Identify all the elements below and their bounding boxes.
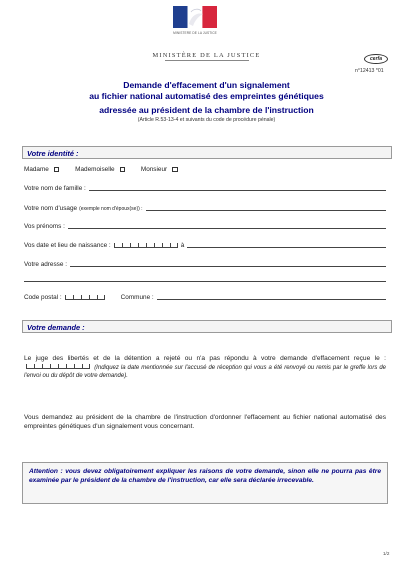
logo-caption: MINISTERE DE LA JUSTICE xyxy=(173,31,217,35)
title-line-2: au fichier national automatisé des empreintes génétiques xyxy=(89,91,324,101)
family-name-row xyxy=(24,183,386,192)
birth-label: Vos date et lieu de naissance : xyxy=(24,242,111,249)
commune-label: Commune : xyxy=(120,294,154,301)
usage-name-hint: (exemple nom d'époux(se)) : xyxy=(79,206,143,212)
cerfa-number: n°12413 *01 xyxy=(355,68,384,74)
address-label: Votre adresse : xyxy=(24,261,67,268)
warning-box xyxy=(22,462,388,504)
address-field[interactable] xyxy=(70,261,386,267)
page-number: 1/2 xyxy=(383,551,390,556)
title-subtitle: (Article R.53-13-4 et suivants du code de procédure pénale) xyxy=(137,117,276,123)
title-line-1: Demande d'effacement d'un signalement xyxy=(123,80,290,90)
identity-section-title: Votre identité : xyxy=(27,148,79,158)
ministry-name: MINISTÈRE DE LA JUSTICE xyxy=(152,52,261,59)
commune-field[interactable] xyxy=(157,294,386,300)
request-p1-note: (Indiquez la date mentionnée sur l'accusé de réception qui vous a été renvoyé ou remis par le greffe lors de l'envoi ou du dépôt de votre demande). xyxy=(24,364,386,380)
civility-row xyxy=(24,166,192,173)
mademoiselle-checkbox[interactable] xyxy=(120,167,126,173)
address-field-line-2[interactable] xyxy=(24,281,386,282)
usage-name-label: Votre nom d'usage xyxy=(24,205,78,212)
postal-code-field[interactable] xyxy=(65,295,105,300)
warning-text: Attention : vous devez obligatoirement expliquer les raisons de votre demande, sinon elle ne pourra pas être examinée par le président de la chambre de l'instruction, car elle sera déclarée irrecevable. xyxy=(29,468,381,484)
first-names-field[interactable] xyxy=(68,223,386,229)
request-paragraph-1 xyxy=(24,355,386,381)
madame-checkbox[interactable] xyxy=(54,167,60,173)
family-name-label: Votre nom de famille : xyxy=(24,185,86,192)
birth-date-field[interactable] xyxy=(114,243,178,248)
address-row xyxy=(24,259,386,268)
civility-mademoiselle xyxy=(75,166,125,173)
rejection-date-field[interactable] xyxy=(26,364,90,369)
civility-madame-label: Madame xyxy=(24,166,49,173)
civility-monsieur xyxy=(141,166,178,173)
family-name-field[interactable] xyxy=(89,185,386,191)
birth-place-at: à xyxy=(180,242,185,249)
cerfa-logo: cerfa xyxy=(364,54,388,64)
request-section-title: Votre demande : xyxy=(27,322,85,332)
monsieur-checkbox[interactable] xyxy=(172,167,178,173)
first-names-label: Vos prénoms : xyxy=(24,223,65,230)
marianne-logo-icon xyxy=(173,6,217,28)
ministry-divider xyxy=(165,60,249,61)
request-section-header xyxy=(22,320,392,333)
civility-mademoiselle-label: Mademoiselle xyxy=(75,166,115,173)
identity-section-header xyxy=(22,146,392,159)
request-p2-text: Vous demandez au président de la chambre de l'instruction d'ordonner l'effacement au fichier national automatisé des empreintes génétiques d'un signalement vous concernant. xyxy=(24,414,386,430)
postal-code-label: Code postal : xyxy=(24,294,62,301)
usage-name-field[interactable] xyxy=(146,205,386,211)
civility-madame xyxy=(24,166,59,173)
usage-name-row xyxy=(24,203,386,212)
civility-monsieur-label: Monsieur xyxy=(140,166,168,173)
government-logo xyxy=(165,6,225,44)
title-line-3: adressée au président de la chambre de l'instruction xyxy=(99,105,314,115)
birth-row xyxy=(24,240,386,249)
request-paragraph-2 xyxy=(24,414,386,431)
postal-row xyxy=(24,292,386,301)
request-p1-text: Le juge des libertés et de la détention a rejeté ou n'a pas répondu à votre demande d'effacement reçue le : xyxy=(24,355,386,362)
form-title xyxy=(0,80,413,123)
birth-place-field[interactable] xyxy=(187,242,386,248)
first-names-row xyxy=(24,221,386,230)
